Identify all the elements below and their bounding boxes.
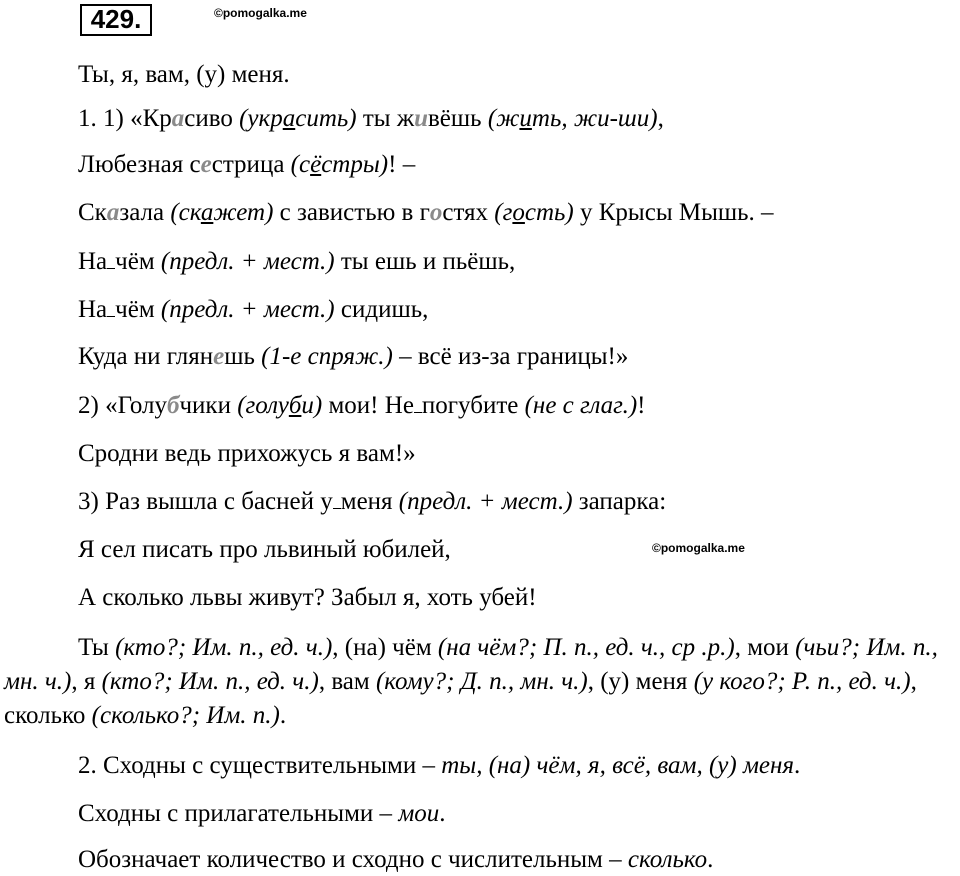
line-5: На чём (предл. + мест.) ты ешь и пьёшь, <box>78 248 516 275</box>
line-2: 1. 1) «Красиво (украсить) ты живёшь (жить, жи-ши), <box>78 105 664 132</box>
line-9: Сродни ведь прихожусь я вам!» <box>78 440 416 467</box>
line-adjectives: Сходны с прилагательными – мои. <box>78 800 446 827</box>
exercise-number: 429. <box>80 4 152 36</box>
line-nouns: 2. Сходны с существительными – ты, (на) чём, я, всё, вам, (у) меня. <box>78 752 801 779</box>
watermark-top: ©pomogalka.me <box>214 6 307 20</box>
paragraph-analysis: Ты (кто?; Им. п., ед. ч.), (на) чём (на чём?; П. п., ед. ч., ср .р.), мои (чьи?; Им. п., мн. ч.), я (кто?; Им. п., ед. ч.), вам (кому?; Д. п., мн. ч.), (у) меня (у кого?; Р. п., ед. ч.), сколько (сколько?; Им. п.). <box>4 634 938 729</box>
line-10: 3) Раз вышла с басней у меня (предл. + мест.) запарка: <box>78 488 667 515</box>
line-7: Куда ни глянешь (1-е спряж.) – всё из-за границы!» <box>78 343 629 370</box>
line-4: Сказала (скажет) с завистью в гостях (гость) у Крысы Мышь. – <box>78 199 774 226</box>
line-11: Я сел писать про львиный юбилей, <box>78 536 451 563</box>
line-6: На чём (предл. + мест.) сидишь, <box>78 296 429 323</box>
line-8: 2) «Голубчики (голуби) мои! Не погубите (не с глаг.)! <box>78 392 646 419</box>
line-1: Ты, я, вам, (у) меня. <box>78 61 290 88</box>
line-numerals: Обозначает количество и сходно с числительным – сколько. <box>78 846 714 873</box>
line-3: Любезная сестрица (сёстры)! – <box>78 151 416 178</box>
watermark-mid: ©pomogalka.me <box>652 541 745 555</box>
line-12: А сколько львы живут? Забыл я, хоть убей! <box>78 584 537 611</box>
